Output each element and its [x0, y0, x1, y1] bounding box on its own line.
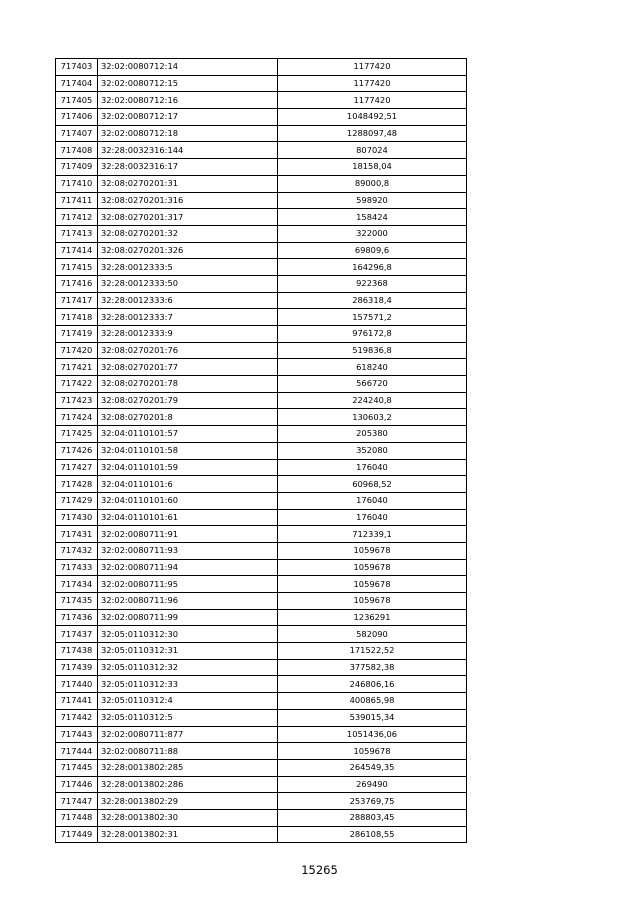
- table-row: [56, 492, 467, 509]
- cadastral-number: 32:08:0270201:32: [98, 225, 278, 242]
- cadastral-value-table: [55, 58, 467, 843]
- table-row: [56, 409, 467, 426]
- cadastral-value: 1059678: [278, 542, 467, 559]
- cadastral-value: 60968,52: [278, 476, 467, 493]
- row-number: 717428: [56, 476, 98, 493]
- cadastral-value: 288803,45: [278, 809, 467, 826]
- row-number: 717432: [56, 542, 98, 559]
- cadastral-value: 400865,98: [278, 693, 467, 710]
- table-row: [56, 576, 467, 593]
- cadastral-value: 598920: [278, 192, 467, 209]
- row-number: 717408: [56, 142, 98, 159]
- cadastral-number: 32:28:0012333:7: [98, 309, 278, 326]
- table-row: [56, 309, 467, 326]
- cadastral-value: 171522,52: [278, 643, 467, 660]
- cadastral-number: 32:08:0270201:316: [98, 192, 278, 209]
- row-number: 717409: [56, 159, 98, 176]
- cadastral-number: 32:28:0013802:285: [98, 759, 278, 776]
- cadastral-value: 352080: [278, 442, 467, 459]
- cadastral-number: 32:02:0080711:95: [98, 576, 278, 593]
- row-number: 717444: [56, 743, 98, 760]
- cadastral-value: 807024: [278, 142, 467, 159]
- cadastral-number: 32:08:0270201:8: [98, 409, 278, 426]
- cadastral-value: 157571,2: [278, 309, 467, 326]
- cadastral-number: 32:08:0270201:326: [98, 242, 278, 259]
- table-row: [56, 826, 467, 843]
- table-row: [56, 659, 467, 676]
- cadastral-number: 32:05:0110312:30: [98, 626, 278, 643]
- row-number: 717406: [56, 109, 98, 126]
- table-row: [56, 442, 467, 459]
- cadastral-value: 618240: [278, 359, 467, 376]
- table-row: [56, 109, 467, 126]
- table-row: [56, 609, 467, 626]
- row-number: 717429: [56, 492, 98, 509]
- table-row: [56, 242, 467, 259]
- cadastral-number: 32:02:0080712:18: [98, 125, 278, 142]
- cadastral-number: 32:05:0110312:5: [98, 709, 278, 726]
- cadastral-value: 269490: [278, 776, 467, 793]
- cadastral-value: 566720: [278, 376, 467, 393]
- row-number: 717439: [56, 659, 98, 676]
- cadastral-value: 1177420: [278, 75, 467, 92]
- cadastral-number: 32:08:0270201:76: [98, 342, 278, 359]
- cadastral-value: 922368: [278, 275, 467, 292]
- row-number: 717422: [56, 376, 98, 393]
- row-number: 717440: [56, 676, 98, 693]
- cadastral-value: 1051436,06: [278, 726, 467, 743]
- cadastral-number: 32:08:0270201:31: [98, 175, 278, 192]
- row-number: 717436: [56, 609, 98, 626]
- row-number: 717407: [56, 125, 98, 142]
- cadastral-number: 32:28:0013802:31: [98, 826, 278, 843]
- row-number: 717416: [56, 275, 98, 292]
- cadastral-value: 1236291: [278, 609, 467, 626]
- cadastral-value: 176040: [278, 492, 467, 509]
- cadastral-number: 32:28:0013802:30: [98, 809, 278, 826]
- cadastral-value: 1059678: [278, 576, 467, 593]
- row-number: 717405: [56, 92, 98, 109]
- cadastral-value: 1059678: [278, 593, 467, 610]
- table-row: [56, 626, 467, 643]
- cadastral-number: 32:05:0110312:4: [98, 693, 278, 710]
- cadastral-number: 32:28:0013802:286: [98, 776, 278, 793]
- table-row: [56, 326, 467, 343]
- cadastral-number: 32:05:0110312:32: [98, 659, 278, 676]
- cadastral-value: 1059678: [278, 559, 467, 576]
- cadastral-value: 176040: [278, 459, 467, 476]
- row-number: 717412: [56, 209, 98, 226]
- table-row: [56, 426, 467, 443]
- cadastral-value: 89000,8: [278, 175, 467, 192]
- table-row: [56, 209, 467, 226]
- cadastral-value: 286318,4: [278, 292, 467, 309]
- table-row: [56, 376, 467, 393]
- table-row: [56, 192, 467, 209]
- cadastral-number: 32:04:0110101:6: [98, 476, 278, 493]
- table-row: [56, 793, 467, 810]
- table-row: [56, 559, 467, 576]
- cadastral-number: 32:02:0080712:15: [98, 75, 278, 92]
- row-number: 717421: [56, 359, 98, 376]
- cadastral-number: 32:04:0110101:61: [98, 509, 278, 526]
- row-number: 717438: [56, 643, 98, 660]
- table-row: [56, 643, 467, 660]
- cadastral-number: 32:28:0032316:144: [98, 142, 278, 159]
- row-number: 717419: [56, 326, 98, 343]
- table-row: [56, 759, 467, 776]
- table-row: [56, 225, 467, 242]
- table-row: [56, 125, 467, 142]
- cadastral-number: 32:02:0080711:99: [98, 609, 278, 626]
- cadastral-value: 246806,16: [278, 676, 467, 693]
- cadastral-number: 32:02:0080711:93: [98, 542, 278, 559]
- table-row: [56, 342, 467, 359]
- cadastral-number: 32:02:0080711:877: [98, 726, 278, 743]
- row-number: 717441: [56, 693, 98, 710]
- table-row: [56, 526, 467, 543]
- table-row: [56, 542, 467, 559]
- table-row: [56, 809, 467, 826]
- cadastral-number: 32:08:0270201:317: [98, 209, 278, 226]
- row-number: 717430: [56, 509, 98, 526]
- cadastral-number: 32:04:0110101:60: [98, 492, 278, 509]
- table-row: [56, 743, 467, 760]
- row-number: 717411: [56, 192, 98, 209]
- row-number: 717417: [56, 292, 98, 309]
- row-number: 717443: [56, 726, 98, 743]
- cadastral-value: 712339,1: [278, 526, 467, 543]
- cadastral-number: 32:04:0110101:57: [98, 426, 278, 443]
- cadastral-number: 32:28:0013802:29: [98, 793, 278, 810]
- row-number: 717410: [56, 175, 98, 192]
- cadastral-number: 32:02:0080711:91: [98, 526, 278, 543]
- row-number: 717449: [56, 826, 98, 843]
- row-number: 717427: [56, 459, 98, 476]
- row-number: 717403: [56, 59, 98, 76]
- page-number: 15265: [301, 863, 338, 877]
- table-row: [56, 676, 467, 693]
- cadastral-value: 224240,8: [278, 392, 467, 409]
- cadastral-number: 32:02:0080711:96: [98, 593, 278, 610]
- table-row: [56, 459, 467, 476]
- table-row: [56, 159, 467, 176]
- cadastral-value: 1048492,51: [278, 109, 467, 126]
- row-number: 717445: [56, 759, 98, 776]
- table-row: [56, 776, 467, 793]
- cadastral-number: 32:28:0012333:6: [98, 292, 278, 309]
- row-number: 717437: [56, 626, 98, 643]
- cadastral-value: 69809,6: [278, 242, 467, 259]
- row-number: 717431: [56, 526, 98, 543]
- row-number: 717435: [56, 593, 98, 610]
- table-row: [56, 726, 467, 743]
- row-number: 717418: [56, 309, 98, 326]
- cadastral-value: 176040: [278, 509, 467, 526]
- row-number: 717448: [56, 809, 98, 826]
- table-row: [56, 392, 467, 409]
- table-row: [56, 75, 467, 92]
- row-number: 717442: [56, 709, 98, 726]
- table-row: [56, 709, 467, 726]
- table-row: [56, 59, 467, 76]
- row-number: 717433: [56, 559, 98, 576]
- row-number: 717414: [56, 242, 98, 259]
- cadastral-number: 32:28:0012333:50: [98, 275, 278, 292]
- row-number: 717434: [56, 576, 98, 593]
- cadastral-value: 519836,8: [278, 342, 467, 359]
- cadastral-value: 164296,8: [278, 259, 467, 276]
- table-row: [56, 259, 467, 276]
- table-row: [56, 92, 467, 109]
- table-row: [56, 509, 467, 526]
- cadastral-number: 32:05:0110312:31: [98, 643, 278, 660]
- row-number: 717447: [56, 793, 98, 810]
- row-number: 717413: [56, 225, 98, 242]
- cadastral-number: 32:02:0080711:94: [98, 559, 278, 576]
- cadastral-value: 1177420: [278, 92, 467, 109]
- cadastral-number: 32:05:0110312:33: [98, 676, 278, 693]
- cadastral-value: 18158,04: [278, 159, 467, 176]
- cadastral-number: 32:02:0080712:17: [98, 109, 278, 126]
- cadastral-number: 32:28:0012333:5: [98, 259, 278, 276]
- cadastral-number: 32:28:0032316:17: [98, 159, 278, 176]
- cadastral-value: 582090: [278, 626, 467, 643]
- cadastral-value: 539015,34: [278, 709, 467, 726]
- cadastral-value: 976172,8: [278, 326, 467, 343]
- cadastral-number: 32:02:0080712:14: [98, 59, 278, 76]
- table-row: [56, 142, 467, 159]
- table-row: [56, 693, 467, 710]
- row-number: 717420: [56, 342, 98, 359]
- cadastral-value: 1059678: [278, 743, 467, 760]
- table-row: [56, 476, 467, 493]
- cadastral-value: 130603,2: [278, 409, 467, 426]
- cadastral-value: 1288097,48: [278, 125, 467, 142]
- cadastral-value: 253769,75: [278, 793, 467, 810]
- cadastral-number: 32:08:0270201:78: [98, 376, 278, 393]
- cadastral-number: 32:04:0110101:58: [98, 442, 278, 459]
- row-number: 717424: [56, 409, 98, 426]
- cadastral-value: 264549,35: [278, 759, 467, 776]
- cadastral-number: 32:08:0270201:77: [98, 359, 278, 376]
- cadastral-value: 377582,38: [278, 659, 467, 676]
- row-number: 717425: [56, 426, 98, 443]
- row-number: 717415: [56, 259, 98, 276]
- cadastral-number: 32:02:0080712:16: [98, 92, 278, 109]
- row-number: 717426: [56, 442, 98, 459]
- row-number: 717446: [56, 776, 98, 793]
- row-number: 717404: [56, 75, 98, 92]
- table-row: [56, 275, 467, 292]
- cadastral-value: 205380: [278, 426, 467, 443]
- table-body: [56, 59, 467, 843]
- table-row: [56, 292, 467, 309]
- table-row: [56, 359, 467, 376]
- cadastral-number: 32:04:0110101:59: [98, 459, 278, 476]
- cadastral-value: 322000: [278, 225, 467, 242]
- row-number: 717423: [56, 392, 98, 409]
- cadastral-value: 286108,55: [278, 826, 467, 843]
- table-row: [56, 593, 467, 610]
- cadastral-value: 1177420: [278, 59, 467, 76]
- cadastral-number: 32:28:0012333:9: [98, 326, 278, 343]
- cadastral-number: 32:02:0080711:88: [98, 743, 278, 760]
- cadastral-value: 158424: [278, 209, 467, 226]
- table-row: [56, 175, 467, 192]
- cadastral-number: 32:08:0270201:79: [98, 392, 278, 409]
